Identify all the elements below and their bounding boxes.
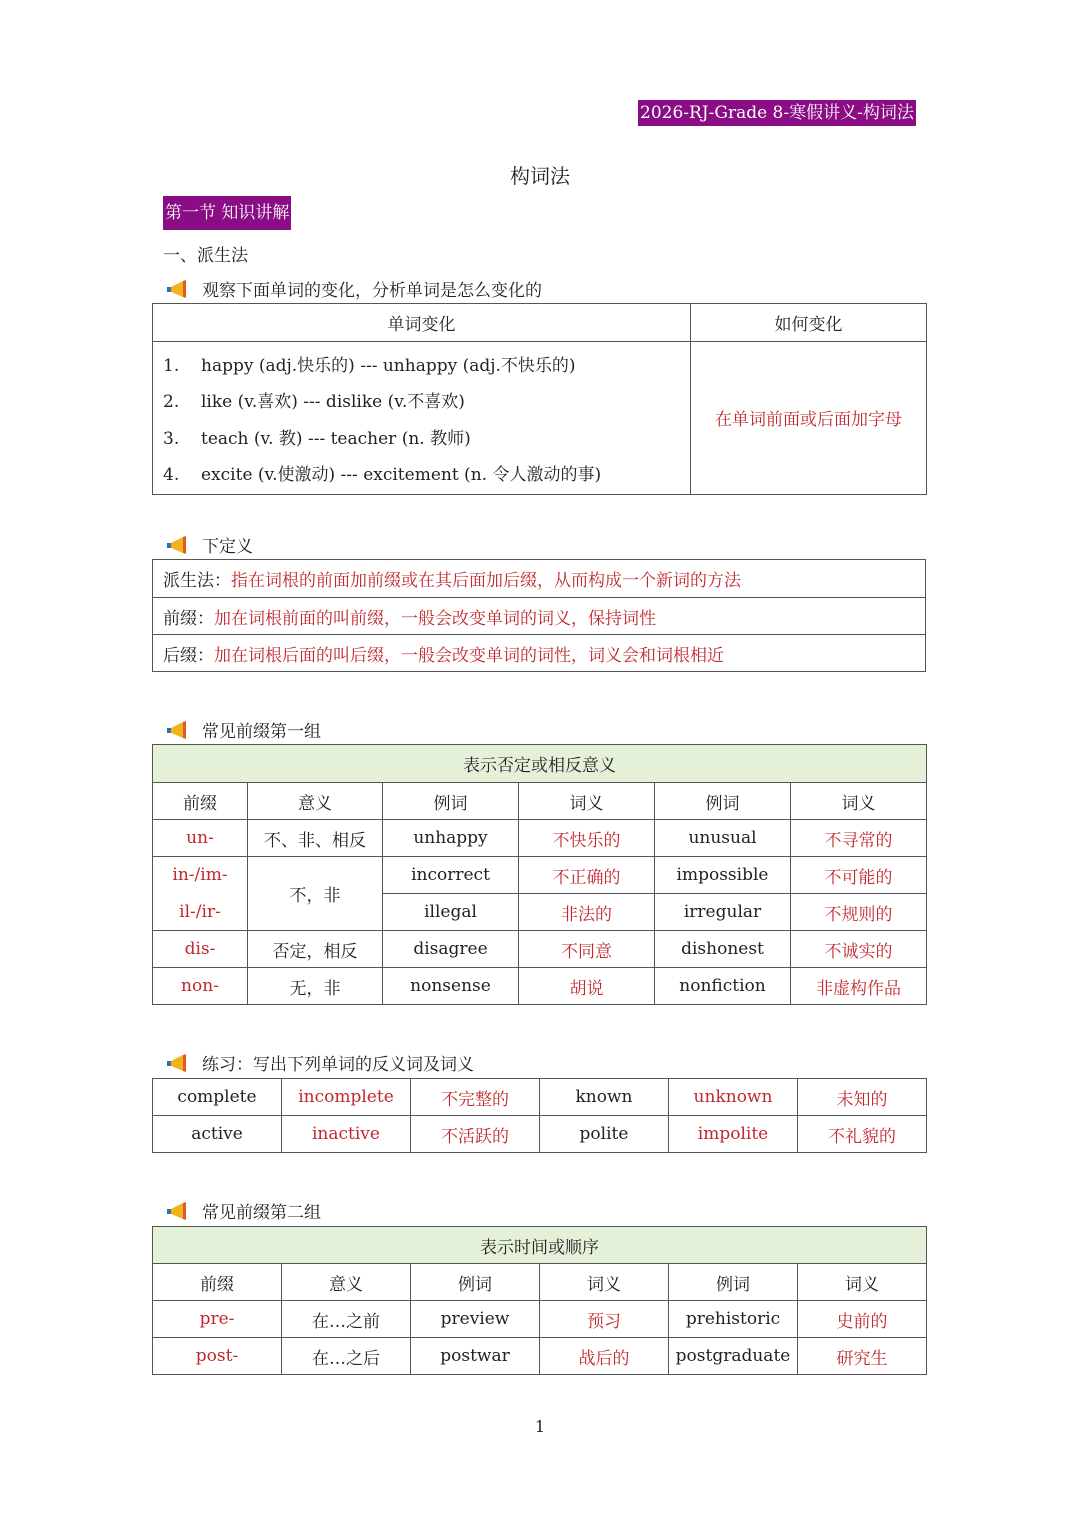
gloss-cell: 不同意 [519, 931, 655, 968]
header-cell: 例词 [383, 783, 519, 820]
megaphone-icon [166, 1053, 188, 1073]
page-number: 1 [534, 1417, 546, 1436]
table-row [153, 968, 927, 1005]
how-answer: 在单词前面或后面加字母 [691, 342, 927, 495]
example-cell: disagree [383, 931, 519, 968]
header-cell: 意义 [282, 1264, 411, 1301]
header-cell: 意义 [248, 783, 383, 820]
definition-row: 派生法：指在词根的前面加前缀或在其后面加后缀，从而构成一个新词的方法 [153, 560, 926, 598]
word-cell: active [153, 1116, 282, 1153]
definition-row: 前缀：加在词根前面的叫前缀，一般会改变单词的词义，保持词性 [153, 598, 926, 635]
gloss-cell: 不正确的 [519, 857, 655, 894]
table-row [153, 820, 927, 857]
header-cell: 例词 [655, 783, 791, 820]
observe-table [152, 303, 927, 495]
table-header-row [153, 783, 927, 820]
prefix-cell: un- [153, 820, 248, 857]
header-tag: 2026-RJ-Grade 8-寒假讲义-构词法 [638, 100, 916, 126]
meaning-cell: 无，非 [248, 968, 383, 1005]
antonym-cell: incomplete [282, 1079, 411, 1116]
table-header-row [153, 1264, 927, 1301]
practice-table [152, 1078, 927, 1153]
gloss-cell: 不规则的 [791, 894, 927, 931]
word-cell: complete [153, 1079, 282, 1116]
gloss-cell: 胡说 [519, 968, 655, 1005]
gloss-cell: 不诚实的 [791, 931, 927, 968]
change-list-cell [153, 342, 691, 495]
megaphone-icon [166, 535, 188, 555]
gloss-cell: 不寻常的 [791, 820, 927, 857]
definition-heading-line [166, 532, 253, 557]
gloss-cell: 未知的 [798, 1079, 927, 1116]
practice-heading-line [166, 1050, 474, 1075]
word-cell: known [540, 1079, 669, 1116]
header-cell: 前缀 [153, 783, 248, 820]
table-row [153, 1079, 927, 1116]
header-cell: 词义 [798, 1264, 927, 1301]
change-item: 4. excite (v.使激动) --- excitement (n. 令人激动的事) [163, 465, 602, 486]
prefix-group2-heading-line [166, 1198, 321, 1223]
gloss-cell: 不完整的 [411, 1079, 540, 1116]
practice-heading: 练习：写出下列单词的反义词及词义 [202, 1055, 474, 1075]
megaphone-icon [166, 279, 188, 299]
header-cell: 词义 [791, 783, 927, 820]
example-cell: unusual [655, 820, 791, 857]
col-header-how: 如何变化 [691, 304, 927, 342]
table-banner: 表示否定或相反意义 [153, 745, 927, 783]
table-row [153, 931, 927, 968]
observe-heading-line [166, 276, 542, 301]
gloss-cell: 不可能的 [791, 857, 927, 894]
example-cell: incorrect [383, 857, 519, 894]
prefix-cell: pre- [153, 1301, 282, 1338]
gloss-cell: 非法的 [519, 894, 655, 931]
change-item: 1. happy (adj.快乐的) --- unhappy (adj.不快乐的) [163, 356, 576, 376]
table-row [153, 1338, 927, 1375]
example-cell: nonfiction [655, 968, 791, 1005]
antonym-cell: inactive [282, 1116, 411, 1153]
gloss-cell: 不活跃的 [411, 1116, 540, 1153]
example-cell: prehistoric [669, 1301, 798, 1338]
header-cell: 词义 [540, 1264, 669, 1301]
example-cell: postwar [411, 1338, 540, 1375]
antonym-cell: unknown [669, 1079, 798, 1116]
prefix-group1-heading-line [166, 717, 321, 742]
example-cell: irregular [655, 894, 791, 931]
prefix-cell: in-/im- [153, 857, 248, 894]
word-cell: polite [540, 1116, 669, 1153]
observe-heading: 观察下面单词的变化，分析单词是怎么变化的 [202, 281, 542, 301]
table-row [153, 857, 927, 894]
gloss-cell: 史前的 [798, 1301, 927, 1338]
megaphone-icon [166, 1201, 188, 1221]
prefix-group2-table [152, 1226, 927, 1375]
prefix-group1-table [152, 744, 927, 1005]
gloss-cell: 不礼貌的 [798, 1116, 927, 1153]
header-cell: 例词 [411, 1264, 540, 1301]
meaning-cell: 否定，相反 [248, 931, 383, 968]
prefix-group2-heading: 常见前缀第二组 [202, 1203, 321, 1223]
definition-row: 后缀：加在词根后面的叫后缀，一般会改变单词的词性，词义会和词根相近 [153, 635, 926, 672]
header-cell: 词义 [519, 783, 655, 820]
example-cell: preview [411, 1301, 540, 1338]
example-cell: dishonest [655, 931, 791, 968]
change-item: 2. like (v.喜欢) --- dislike (v.不喜欢) [163, 392, 465, 413]
header-cell: 前缀 [153, 1264, 282, 1301]
gloss-cell: 研究生 [798, 1338, 927, 1375]
prefix-cell: post- [153, 1338, 282, 1375]
definition-table [152, 559, 926, 672]
gloss-cell: 非虚构作品 [791, 968, 927, 1005]
example-cell: nonsense [383, 968, 519, 1005]
prefix-group1-heading: 常见前缀第一组 [202, 722, 321, 742]
definition-heading: 下定义 [202, 537, 253, 557]
sub-heading: 一、派生法 [163, 246, 248, 266]
header-cell: 例词 [669, 1264, 798, 1301]
section-tag: 第一节 知识讲解 [163, 196, 291, 230]
antonym-cell: impolite [669, 1116, 798, 1153]
table-row [153, 1301, 927, 1338]
prefix-cell: dis- [153, 931, 248, 968]
meaning-cell: 不、非、相反 [248, 820, 383, 857]
meaning-cell: 不，非 [248, 857, 383, 931]
example-cell: illegal [383, 894, 519, 931]
change-item: 3. teach (v. 教) --- teacher (n. 教师) [163, 428, 471, 449]
table-banner: 表示时间或顺序 [153, 1227, 927, 1264]
document-title: 构词法 [510, 164, 570, 188]
col-header-change: 单词变化 [153, 304, 691, 342]
table-row [153, 1116, 927, 1153]
gloss-cell: 不快乐的 [519, 820, 655, 857]
gloss-cell: 战后的 [540, 1338, 669, 1375]
example-cell: postgraduate [669, 1338, 798, 1375]
example-cell: unhappy [383, 820, 519, 857]
meaning-cell: 在…之后 [282, 1338, 411, 1375]
example-cell: impossible [655, 857, 791, 894]
megaphone-icon [166, 720, 188, 740]
prefix-cell: non- [153, 968, 248, 1005]
meaning-cell: 在…之前 [282, 1301, 411, 1338]
prefix-cell: il-/ir- [153, 894, 248, 931]
gloss-cell: 预习 [540, 1301, 669, 1338]
